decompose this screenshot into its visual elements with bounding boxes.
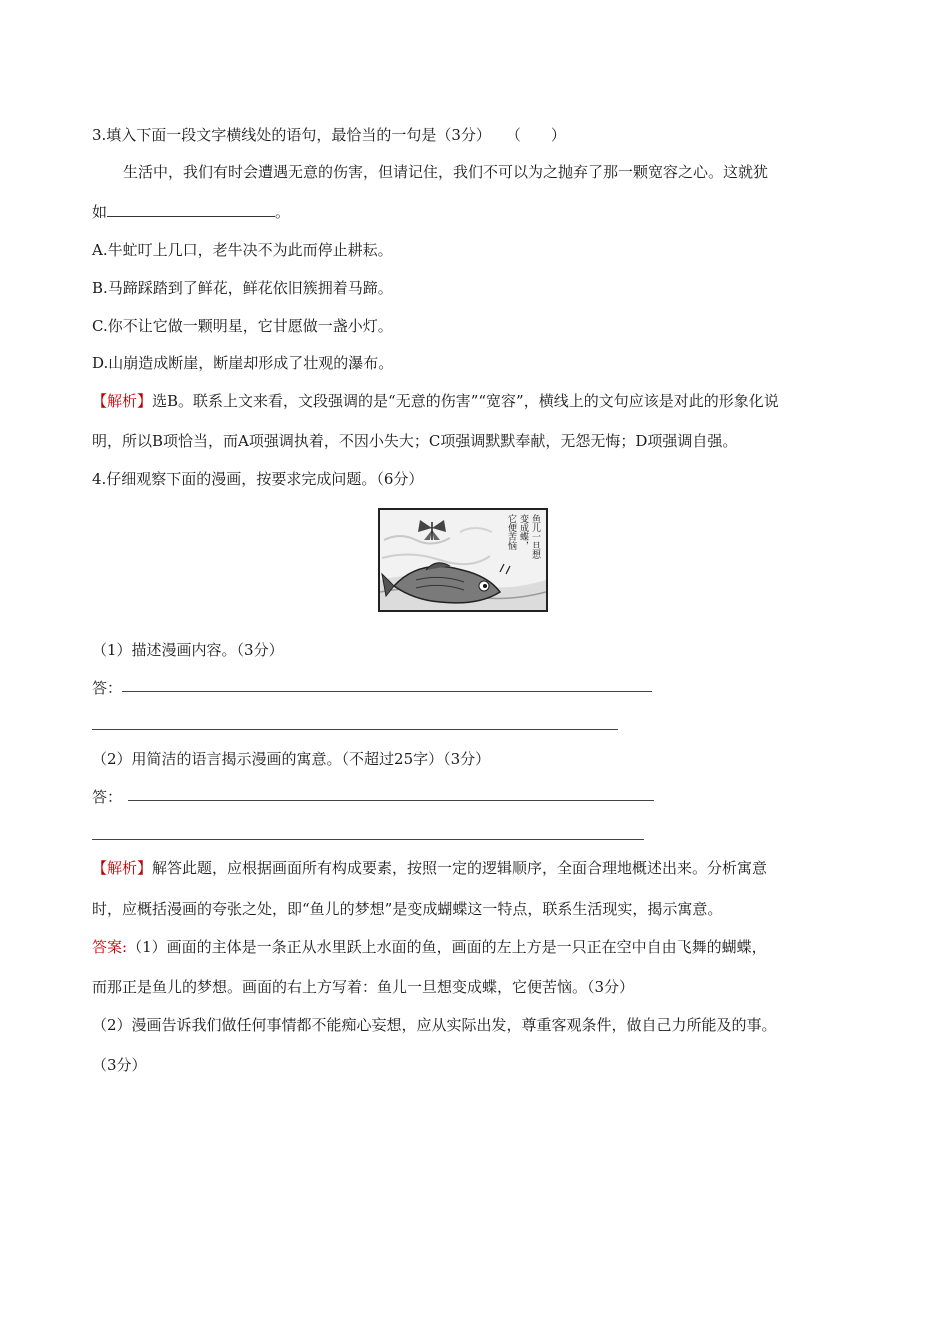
q4-answer-label-2: 答： [92,788,123,806]
q4-analysis-text1: 解答此题，应根据画面所有构成要素，按照一定的逻辑顺序，全面合理地概述出来。分析寓意 [152,859,768,877]
q4-answer-line3: （2）漫画告诉我们做任何事情都不能痴心妄想，应从实际出发，尊重客观条件，做自己力所能及的事。 [92,1016,777,1034]
q3-passage-line2 [92,202,290,222]
q4-answer-text1: （1）画面的主体是一条正从水里跃上水面的鱼，画面的左上方是一只正在空中自由飞舞的蝴蝶， [127,938,767,956]
q3-blank-line [107,202,275,217]
comic-caption-col3: 它便苦恼 [506,514,516,550]
answer-line-2a [128,800,654,801]
q4-answer-label-1: 答： [92,679,123,697]
answer-line-1b [92,729,618,730]
q3-analysis-text1: 选B。联系上文来看，文段强调的是“无意的伤害”“宽容”，横线上的文句应该是对此的形象化说 [152,392,779,410]
q4-sub2: （2）用简洁的语言揭示漫画的寓意。（不超过25字）（3分） [92,750,491,768]
q3-option-c: C.你不让它做一颗明星，它甘愿做一盏小灯。 [92,317,393,335]
q3-stem: 3.填入下面一段文字横线处的语句，最恰当的一句是（3分） （ ） [92,126,566,144]
q4-answer-line4: （3分） [92,1056,147,1074]
answer-line-1a [122,691,652,692]
comic-image [378,508,548,612]
comic-caption-col2: 变成蝶， [518,514,528,550]
q4-answer-line1 [92,937,767,957]
q3-analysis-line1 [92,391,779,411]
q4-answer-line2: 而那正是鱼儿的梦想。画面的右上方写着：鱼儿一旦想变成蝶，它便苦恼。（3分） [92,978,635,996]
comic-caption-col1: 鱼儿一旦想 [530,514,540,559]
q3-option-b: B.马蹄踩踏到了鲜花，鲜花依旧簇拥着马蹄。 [92,279,393,297]
q3-option-d: D.山崩造成断崖，断崖却形成了壮观的瀑布。 [92,354,394,372]
q4-sub1: （1）描述漫画内容。（3分） [92,641,284,659]
q3-analysis-tag: 【解析】 [92,392,153,410]
q3-passage-suffix: 。 [275,203,291,221]
answer-line-2b [92,839,644,840]
q4-stem: 4.仔细观察下面的漫画，按要求完成问题。（6分） [92,470,424,488]
q4-analysis-line1 [92,858,767,878]
q3-option-a: A.牛虻叮上几口，老牛决不为此而停止耕耘。 [92,241,393,259]
q4-analysis-line2: 时，应概括漫画的夸张之处，即“鱼儿的梦想”是变成蝴蝶这一特点，联系生活现实，揭示寓意。 [92,900,723,918]
q3-analysis-line2: 明，所以B项恰当，而A项强调执着，不因小失大；C项强调默默奉献，无怨无悔；D项强调自强。 [92,432,738,450]
q3-passage-line1: 生活中，我们有时会遭遇无意的伤害，但请记住，我们不可以为之抛弃了那一颗宽容之心。这就犹 [123,163,769,181]
q4-analysis-tag: 【解析】 [92,859,153,877]
q3-passage-prefix: 如 [92,203,108,221]
q4-answer-tag: 答案: [92,938,128,956]
